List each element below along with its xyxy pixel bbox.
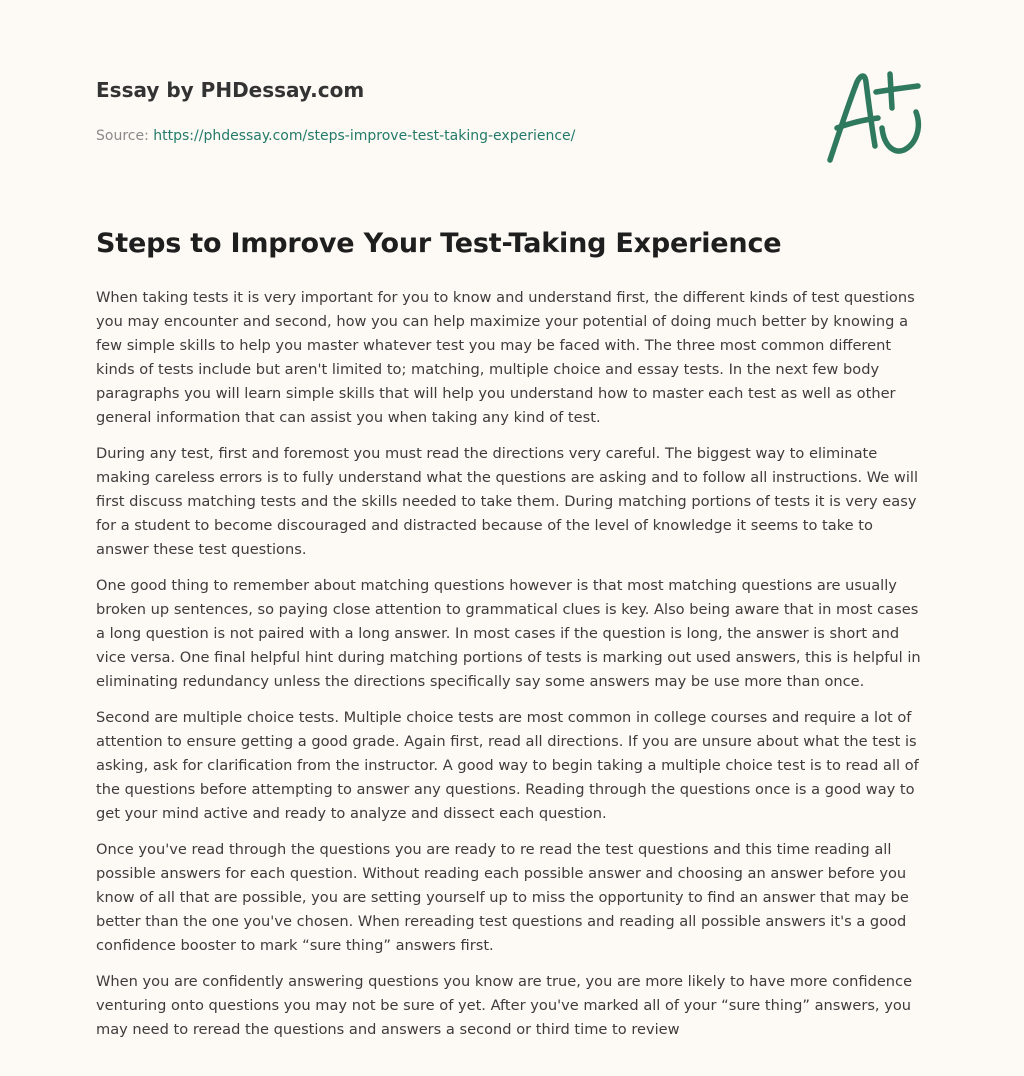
essay-paragraph: During any test, first and foremost you must read the directions very careful. The biggest way to eliminate making careless errors is to fully understand what the questions are asking and to follow all instructions. We will first discuss matching tests and the skills needed to take them. During matching portions of tests it is very easy for a student to become discouraged and distracted because of the level of knowledge it seems to take to answer these test questions. [96, 445, 919, 558]
essay-paragraph: Second are multiple choice tests. Multiple choice tests are most common in college courses and require a lot of attention to ensure getting a good grade. Again first, read all directions. If you are unsure about what the test is asking, ask for clarification from the instructor. A good way to begin taking a multiple choice test is to read all of the questions before attempting to answer any questions. Reading through the questions once is a good way to get your mind active and ready to analyze and dissect each question. [96, 709, 919, 822]
essay-paragraph: One good thing to remember about matching questions however is that most matching questions are usually broken up sentences, so paying close attention to grammatical clues is key. Also being aware that in most cases a long question is not paired with a long answer. In most cases if the question is long, the answer is short and vice versa. One final helpful hint during matching portions of tests is marking out used answers, this is helpful in eliminating redundancy unless the directions specifically say some answers may be use more than once. [96, 577, 921, 690]
source-link[interactable]: https://phdessay.com/steps-improve-test-taking-experience/ [153, 128, 576, 144]
essay-paragraph: When taking tests it is very important for you to know and understand first, the different kinds of test questions you may encounter and second, how you can help maximize your potential of doing much better by knowing a few simple skills to help you master whatever test you may be faced with. The three most common different kinds of tests include but aren't limited to; matching, multiple choice and essay tests. In the next few body paragraphs you will learn simple skills that will help you understand how to master each test as well as other general information that can assist you when taking any kind of test. [96, 289, 915, 426]
essay-paragraph: When you are confidently answering questions you know are true, you are more likely to have more confidence venturing onto questions you may not be sure of yet. After you've marked all of your “sure thing” answers, you may need to reread the questions and answers a second or third time to review [96, 973, 913, 1038]
brand-title: Essay by PHDessay.com [96, 78, 365, 102]
page-header [96, 76, 796, 146]
source-label: Source: [96, 128, 154, 144]
source-line [96, 126, 796, 146]
essay-title: Steps to Improve Your Test-Taking Experience [96, 228, 782, 259]
essay-article [96, 224, 928, 1054]
a-plus-grade-icon [820, 66, 932, 166]
essay-paragraph: Once you've read through the questions you are ready to re read the test questions and this time reading all possible answers for each question. Without reading each possible answer and choosing an answer before you know of all that are possible, you are setting yourself up to miss the opportunity to find an answer that may be better than the one you've chosen. When rereading test questions and reading all possible answers it's a good confidence booster to mark “sure thing” answers first. [96, 841, 909, 954]
